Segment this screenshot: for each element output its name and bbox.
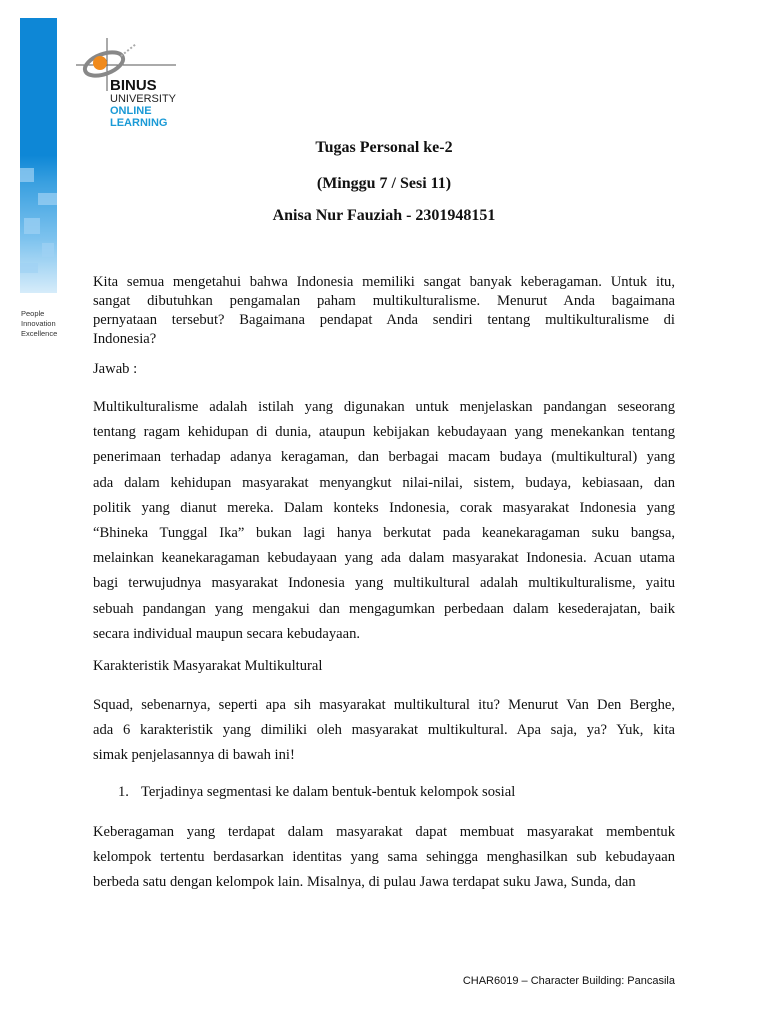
intro-paragraph	[93, 693, 675, 769]
text-line: Indonesia?	[93, 331, 157, 347]
text-line: “Bhineka Tunggal Ika” bukan lagi hanya berkutat pada keanekaragaman suku bangsa,	[93, 525, 675, 542]
list-text: Terjadinya segmentasi ke dalam bentuk-bentuk kelompok sosial	[141, 784, 516, 800]
text-line: tentang ragam kehidupan di dunia, ataupun kebijakan kebudayaan yang menekankan tentang	[93, 424, 675, 441]
logo-online: ONLINE	[110, 105, 152, 117]
text-line: simak penjelasannya di bawah ini!	[93, 747, 295, 764]
text-line: sangat dibutuhkan pengamalan paham multikulturalisme. Menurut Anda bagaimana	[93, 293, 675, 309]
logo-brand: BINUS	[110, 77, 157, 94]
text-line: bagi terwujudnya masyarakat Indonesia yang multikultural adalah multikulturalisme, yaitu	[93, 575, 675, 592]
detail-paragraph	[93, 820, 675, 896]
logo-learning: LEARNING	[110, 117, 168, 129]
text-line: pernyataan tersebut? Bagaimana pendapat Anda sendiri tentang multikulturalisme di	[93, 312, 675, 328]
document-title: Tugas Personal ke-2	[315, 139, 453, 156]
document-subtitle: (Minggu 7 / Sesi 11)	[316, 175, 452, 192]
text-line: politik yang dianut mereka. Dalam konteks Indonesia, corak masyarakat Indonesia yang	[93, 499, 675, 516]
jawab-label: Jawab :	[93, 361, 138, 377]
section-heading: Karakteristik Masyarakat Multikultural	[93, 658, 323, 674]
tagline	[21, 309, 57, 339]
text-line: penerimaan terhadap adanya keragaman, dan berbagai macam budaya (multikultural) yang	[93, 449, 675, 466]
text-line: melainkan keanekaragaman kebudayaan yang ada dalam masyarakat Indonesia. Acuan utama	[93, 550, 675, 567]
text-line: Kita semua mengetahui bahwa Indonesia memiliki sangat banyak keberagaman. Untuk itu,	[93, 274, 675, 290]
tagline-innovation: Innovation	[21, 319, 56, 328]
text-line: ada 6 karakteristik yang dimiliki oleh masyarakat multikultural. Apa saja, ya? Yuk, kita	[93, 722, 675, 739]
text-line: Squad, sebenarnya, seperti apa sih masyarakat multikultural itu? Menurut Van Den Berghe,	[93, 697, 675, 713]
answer-paragraph	[93, 395, 675, 647]
text-line: secara individual maupun secara kebudayaan.	[93, 625, 361, 642]
tagline-excellence: Excellence	[21, 329, 58, 338]
text-line: berbeda satu dengan kelompok lain. Misalnya, di pulau Jawa terdapat suku Jawa, Sunda, dan	[93, 874, 636, 891]
text-line: kelompok tertentu berdasarkan identitas yang sama sehingga menghasilkan sub kebudayaan	[93, 849, 675, 866]
logo-text	[110, 78, 176, 129]
footer-course: CHAR6019 – Character Building: Pancasila	[462, 975, 675, 987]
text-line: Multikulturalisme adalah istilah yang digunakan untuk menjelaskan pandangan seseorang	[93, 399, 675, 415]
logo-university: UNIVERSITY	[110, 93, 177, 105]
text-line: sebuah pandangan yang mengakui dan mengagumkan perbedaan dalam kesederajatan, baik	[93, 600, 675, 617]
author-line: Anisa Nur Fauziah - 2301948151	[272, 207, 496, 224]
tagline-people: People	[21, 309, 45, 318]
text-line: ada dalam kehidupan masyarakat menyangkut nilai-nilai, sistem, budaya, kebiasaan, dan	[93, 474, 675, 491]
text-line: Keberagaman yang terdapat dalam masyarakat dapat membuat masyarakat membentuk	[93, 824, 675, 840]
list-number: 1.	[118, 784, 129, 800]
question-paragraph	[93, 273, 675, 349]
